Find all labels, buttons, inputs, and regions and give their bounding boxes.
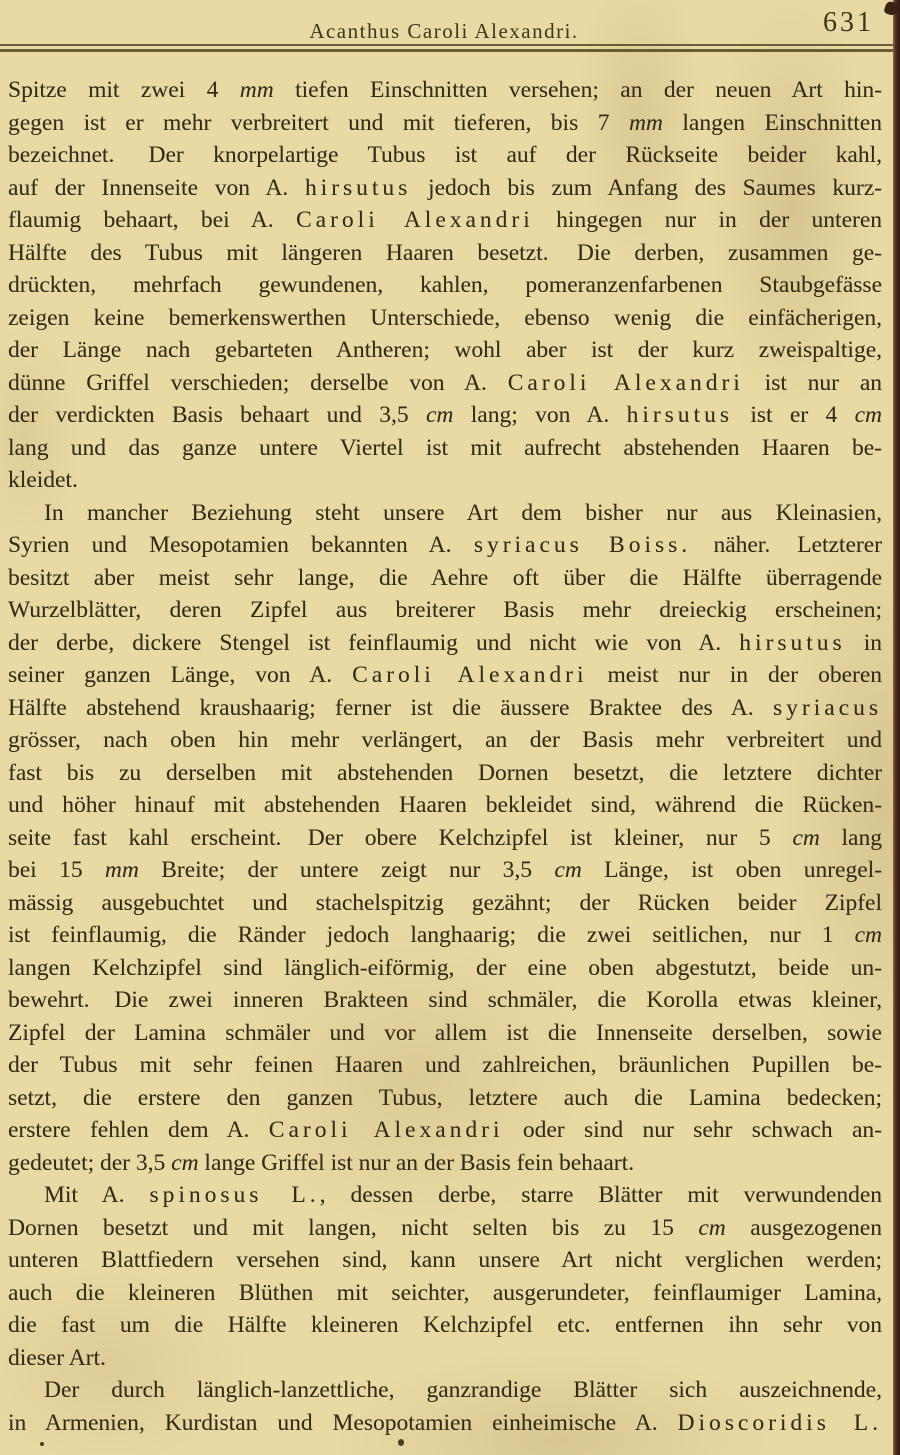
text-line	[8, 1017, 882, 1050]
text-run: und höher hinauf mit abstehenden Haaren bekleidet sind, während die Rücken-	[8, 792, 882, 818]
text-line	[8, 1082, 882, 1115]
ink-speck	[398, 1439, 404, 1446]
species-name: Caroli Alexandri	[352, 662, 588, 688]
text-run: fast bis zu derselben mit abstehenden Dornen besetzt, die letztere dichter	[8, 759, 882, 786]
text-run: besitzt aber meist sehr lange, die Aehre oft über die Hälfte überragende	[8, 564, 882, 591]
text-run: Dornen besetzt und mit langen, nicht selten bis zu 15	[8, 1214, 699, 1241]
text-line	[8, 627, 882, 660]
text-line	[8, 497, 882, 530]
text-line	[8, 952, 882, 985]
text-run: grösser, nach oben hin mehr verlängert, an der Basis mehr verbreitert und	[8, 727, 882, 753]
text-run: In mancher Beziehung steht unsere Art dem bisher nur aus Kleinasien,	[44, 499, 882, 526]
text-run: Hälfte des Tubus mit längeren Haaren besetzt. Die derben, zusammen ge-	[8, 239, 882, 266]
text-run: , dessen derbe, starre Blätter mit verwundenden	[319, 1182, 882, 1208]
text-line	[8, 789, 882, 822]
text-line	[8, 594, 882, 627]
species-name: hirsutus	[304, 174, 412, 201]
text-line	[8, 822, 882, 855]
text-line	[8, 692, 882, 725]
text-line	[8, 562, 882, 595]
measure-unit: cm	[698, 1214, 726, 1241]
text-run: ist er 4	[732, 402, 855, 428]
text-line	[8, 1374, 882, 1407]
text-line	[8, 1277, 882, 1310]
text-run: lang	[819, 824, 882, 851]
text-run: zeigen keine bemerkenswerthen Unterschiede, ebenso wenig die einfächerigen,	[8, 304, 882, 331]
text-run: auf der Innenseite von A.	[8, 174, 305, 201]
ink-speck	[40, 1442, 44, 1446]
text-run: in Armenien, Kurdistan und Mesopotamien einheimische A.	[8, 1409, 678, 1436]
text-line	[8, 204, 882, 237]
text-line	[8, 724, 882, 757]
text-run: bei 15	[8, 857, 105, 883]
text-line	[8, 399, 882, 432]
measure-unit: mm	[239, 77, 274, 103]
text-run: setzt, die erstere den ganzen Tubus, letztere auch die Lamina bedecken;	[8, 1084, 882, 1111]
text-run: hingegen nur in der unteren	[533, 207, 882, 233]
text-line	[8, 984, 882, 1017]
text-line	[8, 269, 882, 302]
text-run: dünne Griffel verschieden; derselbe von A.	[8, 369, 508, 396]
text-line	[8, 1407, 882, 1440]
text-run: unteren Blattfiedern versehen sind, kann unsere Art nicht verglichen werden;	[8, 1247, 882, 1273]
measure-unit: cm	[854, 402, 882, 428]
text-run: erstere fehlen dem A.	[8, 1117, 269, 1143]
species-name: Caroli Alexandri	[507, 369, 744, 396]
text-line	[8, 919, 882, 952]
text-run: tiefen Einschnitten versehen; an der neuen Art hin-	[273, 77, 882, 103]
text-line	[8, 107, 882, 140]
text-run: Wurzelblätter, deren Zipfel aus breiterer Basis mehr dreieckig erscheinen;	[8, 597, 882, 623]
text-line	[8, 172, 882, 205]
text-line	[8, 139, 882, 172]
text-line	[8, 237, 882, 270]
text-run: jedoch bis zum Anfang des Saumes kurz-	[411, 174, 882, 201]
text-line	[8, 1342, 882, 1375]
text-run: Syrien und Mesopotamien bekannten A.	[8, 532, 474, 558]
text-run: gegen ist er mehr verbreitert und mit tieferen, bis 7	[8, 109, 629, 136]
measure-unit: cm	[554, 857, 582, 883]
species-name: syriacus Boiss.	[473, 532, 692, 558]
text-run: die fast um die Hälfte kleineren Kelchzipfel etc. entfernen ihn sehr von	[8, 1312, 882, 1338]
text-run: in	[845, 629, 882, 656]
text-run: oder sind nur sehr schwach an-	[503, 1117, 882, 1143]
text-run: Breite; der untere zeigt nur 3,5	[138, 857, 555, 883]
text-line	[8, 1244, 882, 1277]
text-line	[8, 529, 882, 562]
text-run: Spitze mit zwei 4	[8, 77, 240, 103]
text-line	[8, 1147, 882, 1180]
text-run: auch die kleineren Blüthen mit seichter, ausgerundeter, feinflaumiger Lamina,	[8, 1279, 882, 1306]
text-line	[8, 887, 882, 920]
text-line	[8, 757, 882, 790]
text-run: der Länge nach gebarteten Antheren; wohl aber ist der kurz zweispaltige,	[8, 337, 882, 363]
text-run: bewehrt. Die zwei inneren Brakteen sind schmäler, die Korolla etwas kleiner,	[8, 987, 882, 1013]
text-run: meist nur in der oberen	[587, 662, 882, 688]
species-name: Caroli Alexandri	[268, 1117, 504, 1143]
text-run: ist nur an	[743, 369, 882, 396]
species-name: hirsutus	[739, 629, 846, 656]
text-run: Zipfel der Lamina schmäler und vor allem ist die Innenseite derselben, sowie	[8, 1019, 882, 1046]
text-line	[8, 1309, 882, 1342]
text-line	[8, 1212, 882, 1245]
text-run: der verdickten Basis behaart und 3,5	[8, 402, 426, 428]
text-run: gedeutet; der 3,5	[8, 1149, 172, 1176]
text-run: dieser Art.	[8, 1344, 106, 1371]
text-run: näher. Letzterer	[691, 532, 882, 558]
text-run: seiner ganzen Länge, von A.	[8, 662, 353, 688]
text-line	[8, 659, 882, 692]
text-line	[8, 464, 882, 497]
running-header-title: Acanthus Caroli Alexandri.	[309, 19, 579, 43]
species-name: syriacus	[773, 694, 882, 721]
text-line	[8, 432, 882, 465]
page-number: 631	[823, 7, 874, 38]
text-run: lang und das ganze untere Viertel ist mit aufrecht abstehenden Haaren be-	[8, 434, 882, 461]
text-run: lang; von A.	[453, 402, 627, 428]
measure-unit: cm	[171, 1149, 199, 1176]
text-run: flaumig behaart, bei A.	[8, 207, 297, 233]
text-run: Hälfte abstehend kraushaarig; ferner ist die äussere Braktee des A.	[8, 694, 774, 721]
text-run: drückten, mehrfach gewundenen, kahlen, pomeranzenfarbenen Staubgefässe	[8, 272, 882, 298]
species-name: Dioscoridis L.	[677, 1409, 882, 1436]
text-run: langen Kelchzipfel sind länglich-eiförmig, der eine oben abgestutzt, beide un-	[8, 954, 882, 981]
scan-edge-strip	[893, 0, 900, 1455]
text-run: lange Griffel ist nur an der Basis fein behaart.	[198, 1149, 635, 1176]
text-run: mässig ausgebuchtet und stachelspitzig gezähnt; der Rücken beider Zipfel	[8, 889, 882, 916]
species-name: spinosus L.	[149, 1182, 320, 1208]
text-line	[8, 1114, 882, 1147]
text-line	[8, 1049, 882, 1082]
text-line	[8, 74, 882, 107]
measure-unit: mm	[104, 857, 139, 883]
text-line	[8, 334, 882, 367]
text-run: bezeichnet. Der knorpelartige Tubus ist auf der Rückseite beider kahl,	[8, 142, 882, 168]
measure-unit: cm	[854, 922, 882, 948]
measure-unit: cm	[425, 402, 454, 428]
text-line	[8, 854, 882, 887]
measure-unit: cm	[792, 824, 820, 851]
text-run: langen Einschnitten	[662, 109, 882, 136]
text-run: der derbe, dickere Stengel ist feinflaumig und nicht wie von A.	[8, 629, 740, 656]
species-name: hirsutus	[626, 402, 733, 428]
species-name: Caroli Alexandri	[296, 207, 534, 233]
text-run: seite fast kahl erscheint. Der obere Kelchzipfel ist kleiner, nur 5	[8, 824, 793, 851]
measure-unit: mm	[628, 109, 663, 136]
text-run: ist feinflaumig, die Ränder jedoch langhaarig; die zwei seitlichen, nur 1	[8, 922, 855, 948]
text-run: Länge, ist oben unregel-	[581, 857, 882, 883]
text-run: ausgezogenen	[725, 1214, 882, 1241]
body-text	[8, 74, 882, 1439]
text-run: kleidet.	[8, 467, 78, 493]
text-line	[8, 302, 882, 335]
text-run: der Tubus mit sehr feinen Haaren und zahlreichen, bräunlichen Pupillen be-	[8, 1052, 882, 1078]
text-run: Der durch länglich-lanzettliche, ganzrandige Blätter sich auszeichnende,	[44, 1377, 882, 1403]
text-line	[8, 367, 882, 400]
text-line	[8, 1179, 882, 1212]
text-run: Mit A.	[44, 1182, 150, 1208]
header-double-rule	[0, 44, 896, 52]
